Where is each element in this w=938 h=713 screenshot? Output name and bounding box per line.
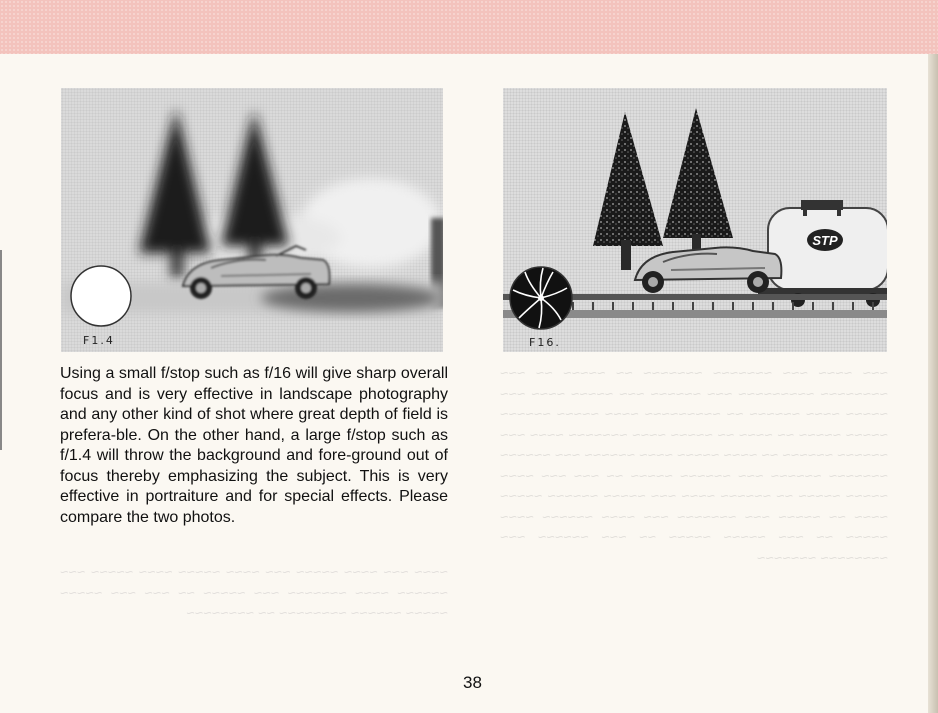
aperture-stopped-down-icon <box>510 267 572 329</box>
show-through-text: ~~~ ~~~~ ~~~ ~~~~~~~ ~~~~~~~ ~~ ~~~~~ ~~ ~~~ ~~~~~~~~ ~~~~~~~~~ ~~~ ~~~~~~ ~~~ ~~~~~ ~~~~ ~~~ ~~~~~ ~~~~ ~~~~~~ ~~ ~~~~~~~~~ ~~~~ ~~~~~ ~~~~~~ ~~~~~ ~~~~~ ~~ ~~~~ ~~ ~~~~~ ~~~~ ~~~~~~~ ~~~~ ~~~ ~~~~~~ ~~~~~~ ~~ ~~~~ ~~~~~ ~~~~ ~~~~~~ ~~~ ~~~~~~ ~~~~~~~ ~~~~~~ ~~~ ~~~~~~ ~~~~~ ~~ ~~~ ~~~ ~~~~ ~~~~~ ~~~~~ ~~ ~~~~~~ ~~~~ ~~~ ~~~~~ ~~~~~~ ~~~~~ ~~~~ ~~ ~~~~~ ~~~ ~~~~~~~ ~~~ ~~~~ ~~~~~~ ~~~~ ~~~~~ ~~ ~~~ ~~~~~ ~~~~~ ~~ ~~~ ~~~~~~ ~~~ ~~~~~~~~ ~~~~~~~ <box>500 366 888 567</box>
photo-f14-illustration <box>61 88 443 352</box>
body-paragraph: Using a small f/stop such as f/16 will give sharp overall focus and is very effective in landscape photography and any other kind of shot where great depth of field is prefera-ble. On the other hand, a large f/stop such as f/1.4 will throw the background and fore-ground out of focus thereby emphasizing the subject. This is very effective in portraiture and for special effects. Please compare the two photos. <box>60 365 448 526</box>
photo-caption-f14: F1.4 <box>83 334 115 347</box>
photo-shallow-depth-of-field <box>61 88 443 352</box>
page-edge-mark <box>0 250 2 450</box>
page-spine-shadow <box>928 54 938 713</box>
photo-caption-f16: F16. <box>529 336 561 349</box>
page-number: 38 <box>463 673 482 692</box>
show-through-text-left: ~~~~ ~~~ ~~~~ ~~~~~ ~~~ ~~~~ ~~~~~ ~~~~ ~~~~~ ~~~ ~~~~~~ ~~~~ ~~~~~~~ ~~~ ~~~~~ ~~ ~~~ ~~~ ~~~~~ ~~~~~ ~~~~~~ ~~~~~~~~ ~~ ~~~~~~~~ <box>60 565 448 622</box>
svg-text:STP: STP <box>812 233 838 248</box>
aperture-wide-open-icon <box>71 266 131 326</box>
photo-deep-depth-of-field <box>503 88 887 352</box>
photo-f16-illustration <box>503 88 887 352</box>
top-color-band <box>0 0 938 54</box>
